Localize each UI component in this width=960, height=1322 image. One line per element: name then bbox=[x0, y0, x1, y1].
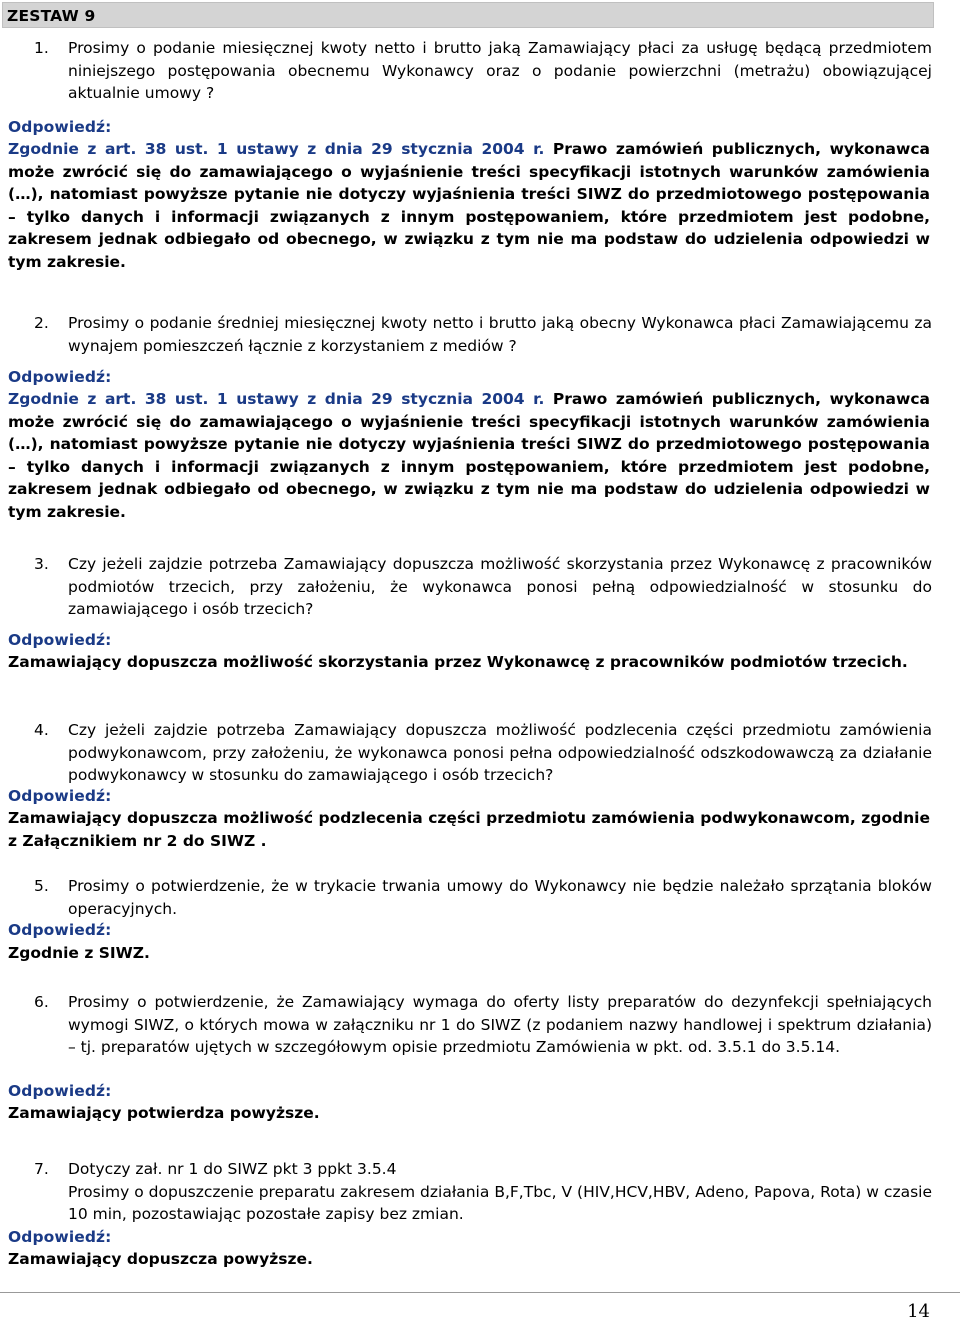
question-6 bbox=[8, 991, 932, 1059]
question-text: Czy jeżeli zajdzie potrzeba Zamawiający dopuszcza możliwość skorzystania przez Wykonawcę z pracowników podmiotów trzecich, przy założeniu, że wykonawca ponosi pełną odpowiedzialność w stosunku do zamawiającego i osób trzecich? bbox=[68, 555, 932, 618]
question-subheading: Dotyczy zał. nr 1 do SIWZ pkt 3 ppkt 3.5.4 bbox=[68, 1160, 397, 1178]
question-number: 4. bbox=[34, 721, 49, 739]
question-3 bbox=[8, 553, 932, 621]
answer-label: Odpowiedź: bbox=[8, 368, 112, 386]
answer-5: Zgodnie z SIWZ. bbox=[8, 944, 150, 962]
question-5 bbox=[8, 875, 932, 920]
section-header bbox=[2, 2, 934, 28]
question-2 bbox=[8, 312, 932, 357]
question-text: Prosimy o dopuszczenie preparatu zakresem działania B,F,Tbc, V (HIV,HCV,HBV, Adeno, Papova, Rota) w czasie 10 min, pozostawiając pozostałe zapisy bez zmian. bbox=[68, 1182, 932, 1223]
answer-label: Odpowiedź: bbox=[8, 631, 112, 649]
answer-2 bbox=[8, 388, 930, 523]
question-text: Prosimy o podanie średniej miesięcznej kwoty netto i brutto jaką obecny Wykonawca płaci Zamawiającemu za wynajem pomieszczeń łącznie z korzystaniem z mediów ? bbox=[68, 314, 932, 355]
question-text: Prosimy o podanie miesięcznej kwoty netto i brutto jaką Zamawiający płaci za usługę będącą przedmiotem niniejszego postępowania obecnemu Wykonawcy oraz o podanie powierzchni (metrażu) obowiązującej aktualnie umowy ? bbox=[68, 39, 932, 102]
answer-4: Zamawiający dopuszcza możliwość podzlecenia części przedmiotu zamówienia podwykonawcom, zgodnie z Załącznikiem nr 2 do SIWZ . bbox=[8, 809, 930, 850]
answer-text: Prawo zamówień publicznych, wykonawca może zwrócić się do zamawiającego o wyjaśnienie treści specyfikacji istotnych warunków zamówienia (…), natomiast powyższe pytanie nie dotyczy wyjaśnienia treści SIWZ do przedmiotowego postępowania – tylko danych i informacji związanych z innym postępowaniem, które przedmiotem jest podobne, zakresem jednak odbiegało od obecnego, w związku z tym nie ma podstaw do udzielenia odpowiedzi w tym zakresie. bbox=[8, 390, 930, 521]
answer-lead: Zgodnie z art. 38 ust. 1 ustawy z dnia 29 stycznia 2004 r. bbox=[8, 140, 545, 158]
answer-1 bbox=[8, 138, 930, 273]
question-number: 1. bbox=[34, 39, 49, 57]
question-number: 3. bbox=[34, 555, 49, 573]
footer-divider bbox=[0, 1292, 960, 1293]
answer-label: Odpowiedź: bbox=[8, 787, 112, 805]
answer-label: Odpowiedź: bbox=[8, 118, 112, 136]
answer-label: Odpowiedź: bbox=[8, 1228, 112, 1246]
answer-lead: Zgodnie z art. 38 ust. 1 ustawy z dnia 29 stycznia 2004 r. bbox=[8, 390, 545, 408]
question-text: Czy jeżeli zajdzie potrzeba Zamawiający dopuszcza możliwość podzlecenia części przedmiotu zamówienia podwykonawcom, przy założeniu, że wykonawca ponosi pełna odpowiedzialność odszkodowawczą za działanie podwykonawcy w stosunku do zamawiającego i osób trzecich? bbox=[68, 721, 932, 784]
question-4 bbox=[8, 719, 932, 787]
question-text: Prosimy o potwierdzenie, że Zamawiający wymaga do oferty listy preparatów do dezynfekcji spełniających wymogi SIWZ, o których mowa w załączniku nr 1 do SIWZ (z podaniem nazwy handlowej i spektrum działania) – tj. preparatów ujętych w szczegółowym opisie przedmiotu Zamówienia w pkt. od. 3.5.1 do 3.5.14. bbox=[68, 993, 932, 1056]
answer-6: Zamawiający potwierdza powyższe. bbox=[8, 1104, 320, 1122]
answer-3: Zamawiający dopuszcza możliwość skorzystania przez Wykonawcę z pracowników podmiotów trzecich. bbox=[8, 653, 908, 671]
question-1 bbox=[8, 37, 932, 105]
question-7 bbox=[8, 1158, 932, 1226]
question-number: 2. bbox=[34, 314, 49, 332]
question-number: 6. bbox=[34, 993, 49, 1011]
answer-7: Zamawiający dopuszcza powyższe. bbox=[8, 1250, 313, 1268]
section-title: ZESTAW 9 bbox=[7, 7, 96, 25]
question-number: 5. bbox=[34, 877, 49, 895]
answer-label: Odpowiedź: bbox=[8, 1082, 112, 1100]
question-number: 7. bbox=[34, 1160, 49, 1178]
answer-label: Odpowiedź: bbox=[8, 921, 112, 939]
answer-text: Prawo zamówień publicznych, wykonawca może zwrócić się do zamawiającego o wyjaśnienie treści specyfikacji istotnych warunków zamówienia (…), natomiast powyższe pytanie nie dotyczy wyjaśnienia treści SIWZ do przedmiotowego postępowania – tylko danych i informacji związanych z innym postępowaniem, które przedmiotem jest podobne, zakresem jednak odbiegało od obecnego, w związku z tym nie ma podstaw do udzielenia odpowiedzi w tym zakresie. bbox=[8, 140, 930, 271]
question-text: Prosimy o potwierdzenie, że w trykacie trwania umowy do Wykonawcy nie będzie należało sprzątania bloków operacyjnych. bbox=[68, 877, 932, 918]
page-number: 14 bbox=[907, 1301, 930, 1322]
